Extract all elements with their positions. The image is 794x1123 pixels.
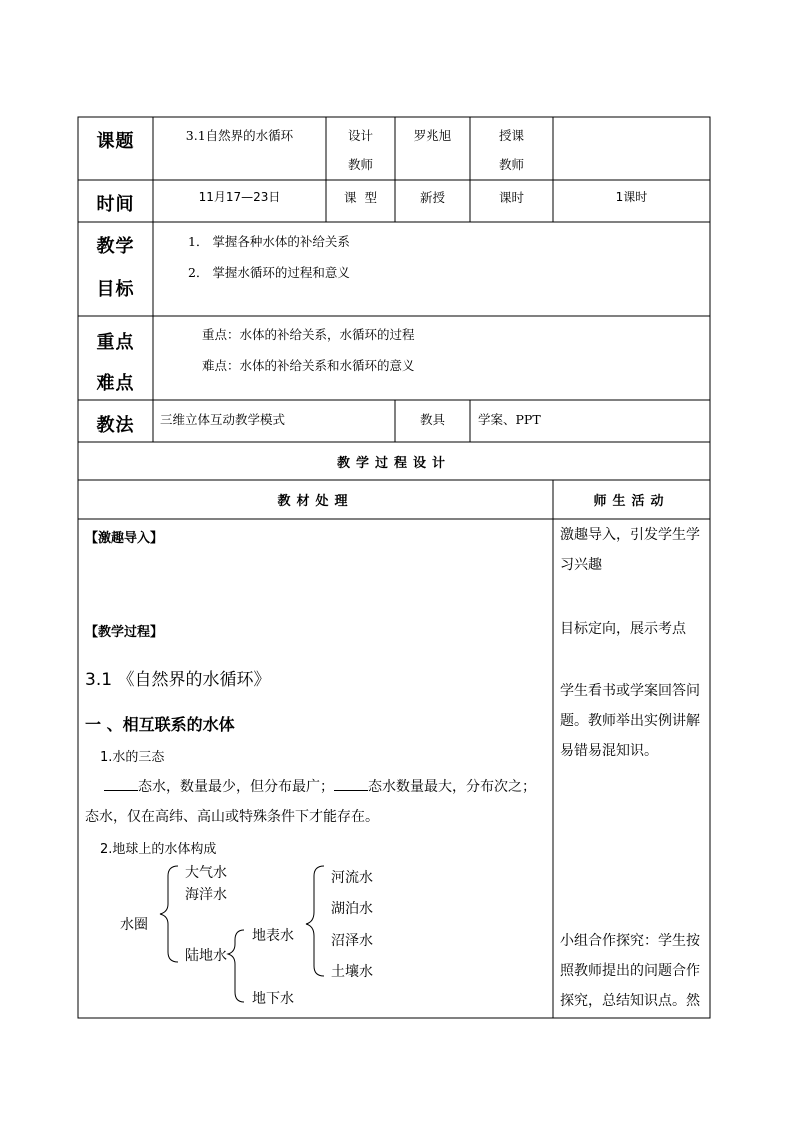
- fill-text-b: 态水数量最大，分布次之；: [368, 779, 536, 795]
- intro-tag: 【激趣导入】: [85, 531, 164, 546]
- keypoints-label-2: 难点: [96, 373, 135, 394]
- lesson-title: 3.1 《自然界的水循环》: [85, 670, 271, 690]
- hours-value: 1课时: [615, 190, 648, 204]
- brace-hydrosphere: [160, 866, 178, 962]
- difficult-point: 难点：水体的补给关系和水循环的意义: [202, 358, 415, 373]
- brace-land-water: [228, 930, 244, 1002]
- activity-intro-line: 激趣导入，引发学生学: [560, 527, 700, 543]
- item-water-bodies: 2.地球上的水体构成: [100, 842, 217, 857]
- activity-reading-line: 学生看书或学案回答问: [560, 683, 700, 699]
- node-land: 陆地水: [185, 948, 227, 964]
- activity-reading: [560, 676, 708, 766]
- fill-text-a: 态水，数量最少，但分布最广；: [138, 779, 334, 795]
- activity-group-line: 小组合作探究：学生按: [560, 933, 700, 949]
- col-left-header: 教材处理: [277, 494, 354, 509]
- item-three-states: 1.水的三态: [100, 750, 165, 765]
- activity-intro-line: 习兴趣: [560, 557, 602, 573]
- tools-value: 学案、PPT: [478, 412, 541, 427]
- node-ocean: 海洋水: [185, 887, 227, 903]
- teacher-label-2: 教师: [498, 157, 524, 172]
- fill-line-2: 态水，仅在高纬、高山或特殊条件下才能存在。: [85, 809, 379, 825]
- activity-group-line: 照教师提出的问题合作: [560, 963, 700, 979]
- node-swamp: 沼泽水: [331, 933, 373, 949]
- method-label: 教法: [96, 415, 135, 436]
- activity-group-line: 探究，总结知识点。然: [560, 993, 700, 1009]
- tools-label: 教具: [419, 412, 445, 427]
- node-surface: 地表水: [252, 928, 294, 944]
- designer-label-2: 教师: [347, 157, 373, 172]
- hours-label: 课时: [498, 190, 524, 205]
- type-value: 新授: [419, 190, 445, 205]
- activity-reading-line: 题。教师举出实例讲解: [560, 713, 700, 729]
- designer-name: 罗兆旭: [413, 128, 452, 143]
- brace-surface-water: [306, 866, 324, 976]
- designer-label-1: 设计: [347, 128, 373, 143]
- time-value: 11月17—23日: [198, 190, 281, 204]
- keypoints-label-1: 重点: [96, 332, 135, 353]
- goals-label-1: 教学: [96, 236, 135, 257]
- goal-item: 2． 掌握水循环的过程和意义: [188, 265, 350, 280]
- activity-reading-line: 易错易混知识。: [560, 743, 658, 759]
- activity-group: [560, 926, 708, 1016]
- activity-goal: 目标定向，展示考点: [560, 621, 686, 637]
- node-lake: 湖泊水: [331, 901, 373, 917]
- teacher-label-1: 授课: [498, 128, 524, 143]
- node-hydrosphere: 水圈: [120, 917, 148, 933]
- topic-label: 课题: [96, 131, 135, 152]
- time-label: 时间: [96, 194, 135, 215]
- col-right-header: 师生活动: [593, 494, 670, 509]
- key-point: 重点：水体的补给关系，水循环的过程: [202, 327, 415, 342]
- topic-value: 3.1自然界的水循环: [185, 128, 294, 143]
- process-title: 教学过程设计: [336, 456, 451, 471]
- method-value: 三维立体互动教学模式: [160, 412, 286, 427]
- node-atmospheric: 大气水: [185, 865, 227, 881]
- node-river: 河流水: [331, 870, 373, 886]
- type-label: 课 型: [344, 190, 377, 205]
- node-ground: 地下水: [252, 991, 294, 1007]
- activity-intro: [560, 520, 708, 580]
- section-title: 一 、相互联系的水体: [85, 715, 235, 734]
- node-soil: 土壤水: [331, 964, 373, 980]
- goal-item: 1． 掌握各种水体的补给关系: [188, 234, 350, 249]
- goals-label-2: 目标: [96, 279, 135, 300]
- process-tag: 【教学过程】: [85, 625, 164, 640]
